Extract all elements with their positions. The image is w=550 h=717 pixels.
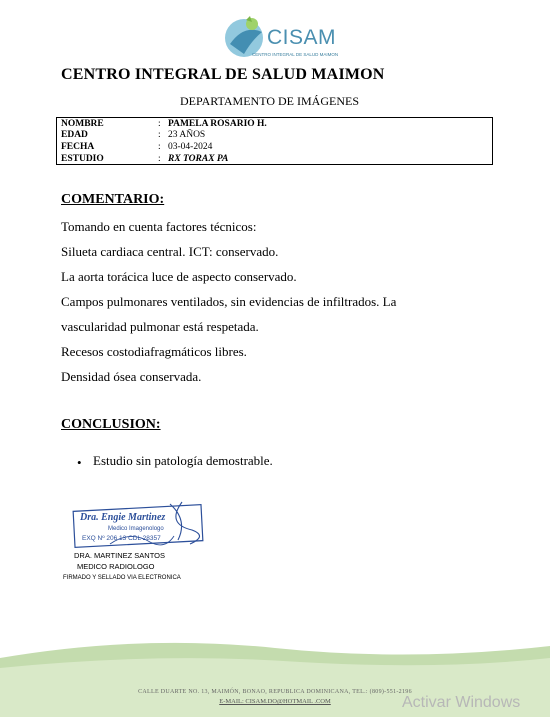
- comment-line: Silueta cardiaca central. ICT: conservado.: [61, 244, 279, 259]
- study-label: ESTUDIO: [61, 154, 104, 164]
- logo-wordmark: CISAM: [267, 26, 337, 49]
- comment-line: Campos pulmonares ventilados, sin evidencias de infiltrados. La: [61, 294, 397, 309]
- bullet-icon: •: [77, 455, 82, 470]
- name-value: PAMELA ROSARIO H.: [168, 119, 267, 129]
- name-label: NOMBRE: [61, 119, 104, 129]
- comment-line: Recesos costodiafragmáticos libres.: [61, 344, 247, 359]
- comment-line: Tomando en cuenta factores técnicos:: [61, 219, 257, 234]
- comment-line: vascularidad pulmonar está respetada.: [61, 319, 259, 334]
- age-colon: :: [158, 130, 161, 140]
- study-colon: :: [158, 154, 161, 164]
- stamp-name: Dra. Engie Martinez: [80, 512, 166, 523]
- activation-watermark: Activar Windows: [402, 694, 521, 711]
- comment-heading: COMENTARIO:: [61, 192, 165, 207]
- date-label: FECHA: [61, 142, 95, 152]
- logo-subtitle: CENTRO INTEGRAL DE SALUD MAIMON: [252, 52, 339, 57]
- study-value: RX TORAX PA: [168, 154, 229, 164]
- patient-info-box: [56, 117, 493, 165]
- footer-address: CALLE DUARTE NO. 13, MAIMÓN, BONAO, REPUBLICA DOMINICANA, TEL.: (809)-551-2196: [138, 689, 412, 695]
- signer-role: MEDICO RADIOLOGO: [77, 562, 155, 571]
- age-value: 23 AÑOS: [168, 130, 206, 140]
- footer-email-link[interactable]: E-MAIL: CISAM.DO@HOTMAIL .COM: [219, 698, 331, 705]
- signer-name: DRA. MARTINEZ SANTOS: [74, 551, 165, 560]
- signature-stamp: [70, 500, 220, 550]
- signature-note: FIRMADO Y SELLADO VIA ELECTRONICA: [63, 575, 181, 581]
- organization-title: CENTRO INTEGRAL DE SALUD MAIMON: [61, 66, 385, 83]
- date-colon: :: [158, 142, 161, 152]
- stamp-title: Medico Imagenologo: [108, 526, 164, 532]
- comment-line: Densidad ósea conservada.: [61, 369, 202, 384]
- name-colon: :: [158, 119, 161, 129]
- conclusion-item: Estudio sin patología demostrable.: [93, 453, 273, 468]
- department-title: DEPARTAMENTO DE IMÁGENES: [180, 94, 359, 108]
- age-label: EDAD: [61, 130, 88, 140]
- cisam-logo: [222, 14, 342, 64]
- stamp-license: EXQ Nº 206 13 CDL 28357: [82, 535, 161, 542]
- conclusion-heading: CONCLUSION:: [61, 417, 161, 432]
- comment-line: La aorta torácica luce de aspecto conservado.: [61, 269, 297, 284]
- date-value: 03-04-2024: [168, 142, 213, 152]
